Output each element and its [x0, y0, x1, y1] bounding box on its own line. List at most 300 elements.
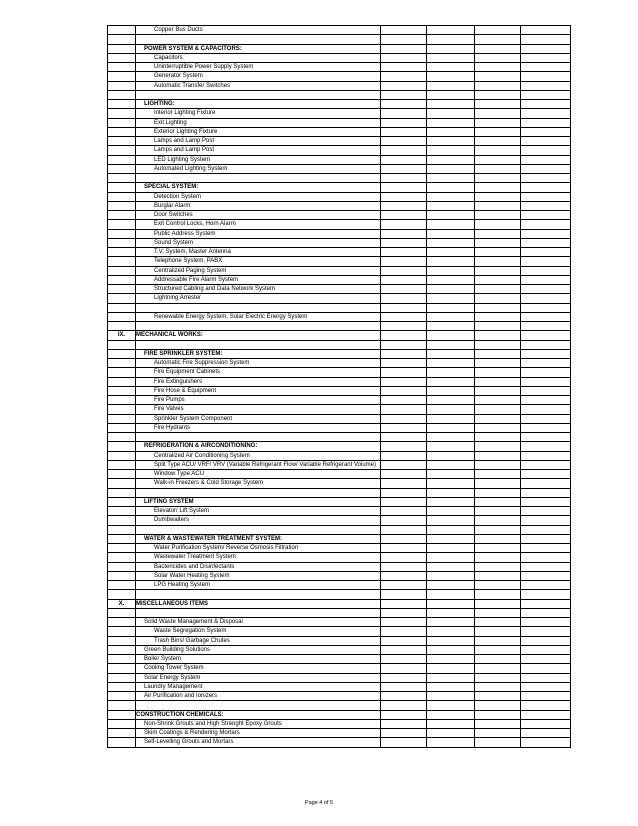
table-row	[108, 618, 571, 627]
blank-entry-cell	[381, 118, 427, 127]
item-number-cell	[108, 710, 136, 719]
blank-entry-cell	[427, 201, 475, 210]
blank-entry-cell	[475, 729, 521, 738]
item-number-cell	[108, 155, 136, 164]
blank-entry-cell	[475, 497, 521, 506]
blank-entry-cell	[475, 285, 521, 294]
blank-entry-cell	[475, 266, 521, 275]
blank-entry-cell	[475, 719, 521, 728]
item-description-cell: Generator System	[136, 72, 381, 81]
table-row	[108, 137, 571, 146]
item-description-cell: Boiler System	[136, 655, 381, 664]
blank-entry-cell	[521, 100, 571, 109]
item-number-cell	[108, 470, 136, 479]
item-number-cell	[108, 386, 136, 395]
table-row	[108, 192, 571, 201]
blank-entry-cell	[427, 738, 475, 747]
table-row	[108, 257, 571, 266]
item-number-cell	[108, 433, 136, 442]
blank-entry-cell	[381, 368, 427, 377]
blank-entry-cell	[381, 479, 427, 488]
blank-entry-cell	[475, 581, 521, 590]
blank-entry-cell	[521, 479, 571, 488]
blank-entry-cell	[381, 655, 427, 664]
blank-entry-cell	[475, 340, 521, 349]
blank-entry-cell	[521, 460, 571, 469]
item-description-cell: Exit Lighting	[136, 118, 381, 127]
table-row	[108, 636, 571, 645]
blank-entry-cell	[427, 63, 475, 72]
item-description-cell: Automatic Fire Suppression System	[136, 359, 381, 368]
blank-entry-cell	[475, 692, 521, 701]
blank-entry-cell	[521, 248, 571, 257]
checklist-table-body	[108, 26, 571, 748]
blank-entry-cell	[521, 525, 571, 534]
table-row	[108, 599, 571, 608]
blank-entry-cell	[381, 516, 427, 525]
item-number-cell	[108, 451, 136, 460]
blank-entry-cell	[381, 377, 427, 386]
table-row	[108, 100, 571, 109]
table-row	[108, 460, 571, 469]
blank-entry-cell	[381, 312, 427, 321]
blank-entry-cell	[427, 118, 475, 127]
blank-entry-cell	[381, 220, 427, 229]
blank-entry-cell	[521, 701, 571, 710]
blank-entry-cell	[427, 137, 475, 146]
blank-entry-cell	[475, 655, 521, 664]
blank-entry-cell	[475, 118, 521, 127]
blank-entry-cell	[381, 183, 427, 192]
table-row	[108, 164, 571, 173]
item-number-cell	[108, 738, 136, 747]
blank-entry-cell	[427, 729, 475, 738]
blank-entry-cell	[521, 581, 571, 590]
item-number-cell	[108, 63, 136, 72]
blank-entry-cell	[427, 238, 475, 247]
table-row	[108, 581, 571, 590]
blank-entry-cell	[475, 26, 521, 35]
blank-entry-cell	[521, 63, 571, 72]
blank-entry-cell	[381, 396, 427, 405]
blank-entry-cell	[427, 164, 475, 173]
blank-entry-cell	[475, 507, 521, 516]
item-description-cell	[136, 525, 381, 534]
item-description-cell	[136, 340, 381, 349]
blank-entry-cell	[475, 442, 521, 451]
item-number-cell	[108, 285, 136, 294]
table-row	[108, 377, 571, 386]
blank-entry-cell	[427, 349, 475, 358]
item-description-cell: Interior Lighting Fixture	[136, 109, 381, 118]
blank-entry-cell	[475, 127, 521, 136]
blank-entry-cell	[475, 525, 521, 534]
blank-entry-cell	[521, 44, 571, 53]
blank-entry-cell	[475, 460, 521, 469]
blank-entry-cell	[427, 211, 475, 220]
item-number-cell	[108, 137, 136, 146]
blank-entry-cell	[381, 53, 427, 62]
item-number-cell	[108, 516, 136, 525]
blank-entry-cell	[381, 664, 427, 673]
item-number-cell	[108, 146, 136, 155]
blank-entry-cell	[475, 423, 521, 432]
blank-entry-cell	[521, 497, 571, 506]
blank-entry-cell	[475, 553, 521, 562]
item-description-cell	[136, 701, 381, 710]
blank-entry-cell	[521, 368, 571, 377]
blank-entry-cell	[475, 562, 521, 571]
blank-entry-cell	[381, 201, 427, 210]
blank-entry-cell	[521, 127, 571, 136]
table-row	[108, 627, 571, 636]
table-row	[108, 238, 571, 247]
table-row	[108, 127, 571, 136]
table-row	[108, 442, 571, 451]
item-description-cell: Walk-in Freezers & Cold Storage System	[136, 479, 381, 488]
item-description-cell: Solid Waste Management & Disposal	[136, 618, 381, 627]
blank-entry-cell	[475, 488, 521, 497]
blank-entry-cell	[381, 608, 427, 617]
blank-entry-cell	[427, 183, 475, 192]
blank-entry-cell	[427, 257, 475, 266]
table-row	[108, 396, 571, 405]
blank-entry-cell	[381, 710, 427, 719]
table-row	[108, 507, 571, 516]
table-row	[108, 26, 571, 35]
blank-entry-cell	[475, 294, 521, 303]
blank-entry-cell	[427, 377, 475, 386]
item-number-cell	[108, 100, 136, 109]
table-row	[108, 155, 571, 164]
table-row	[108, 201, 571, 210]
blank-entry-cell	[427, 90, 475, 99]
blank-entry-cell	[427, 44, 475, 53]
blank-entry-cell	[521, 516, 571, 525]
blank-entry-cell	[475, 627, 521, 636]
table-row	[108, 118, 571, 127]
blank-entry-cell	[521, 377, 571, 386]
item-number-cell: IX.	[108, 331, 136, 340]
blank-entry-cell	[521, 72, 571, 81]
table-row	[108, 710, 571, 719]
blank-entry-cell	[427, 719, 475, 728]
item-number-cell	[108, 414, 136, 423]
blank-entry-cell	[381, 544, 427, 553]
table-row	[108, 349, 571, 358]
blank-entry-cell	[521, 645, 571, 654]
item-description-cell: Air Purification and Ionizers	[136, 692, 381, 701]
blank-entry-cell	[521, 266, 571, 275]
table-row	[108, 312, 571, 321]
blank-entry-cell	[475, 571, 521, 580]
blank-entry-cell	[427, 497, 475, 506]
item-description-cell: Fire Hydrants	[136, 423, 381, 432]
blank-entry-cell	[381, 349, 427, 358]
table-row	[108, 655, 571, 664]
table-row	[108, 53, 571, 62]
blank-entry-cell	[475, 349, 521, 358]
blank-entry-cell	[381, 238, 427, 247]
blank-entry-cell	[427, 331, 475, 340]
table-row	[108, 146, 571, 155]
item-number-cell	[108, 192, 136, 201]
blank-entry-cell	[475, 534, 521, 543]
item-number-cell	[108, 303, 136, 312]
blank-entry-cell	[427, 386, 475, 395]
item-description-cell: Cooling Tower System	[136, 664, 381, 673]
blank-entry-cell	[427, 710, 475, 719]
blank-entry-cell	[475, 35, 521, 44]
blank-entry-cell	[521, 692, 571, 701]
blank-entry-cell	[427, 655, 475, 664]
blank-entry-cell	[427, 26, 475, 35]
blank-entry-cell	[427, 414, 475, 423]
blank-entry-cell	[521, 534, 571, 543]
item-description-cell: LED Lighting System	[136, 155, 381, 164]
blank-entry-cell	[521, 285, 571, 294]
blank-entry-cell	[475, 229, 521, 238]
blank-entry-cell	[381, 146, 427, 155]
section-heading-cell: LIFTING SYSTEM	[136, 497, 381, 506]
blank-entry-cell	[521, 294, 571, 303]
table-row	[108, 294, 571, 303]
blank-entry-cell	[427, 673, 475, 682]
blank-entry-cell	[381, 599, 427, 608]
item-number-cell	[108, 627, 136, 636]
item-description-cell: Sound System	[136, 238, 381, 247]
blank-entry-cell	[427, 81, 475, 90]
blank-entry-cell	[475, 479, 521, 488]
blank-entry-cell	[475, 146, 521, 155]
blank-entry-cell	[381, 581, 427, 590]
section-heading-cell: FIRE SPRINKLER SYSTEM:	[136, 349, 381, 358]
blank-entry-cell	[381, 359, 427, 368]
blank-entry-cell	[381, 72, 427, 81]
blank-entry-cell	[475, 81, 521, 90]
item-description-cell: Renewable Energy System, Solar Electric Energy System	[136, 312, 381, 321]
blank-entry-cell	[521, 109, 571, 118]
table-row	[108, 682, 571, 691]
item-number-cell	[108, 340, 136, 349]
blank-entry-cell	[475, 405, 521, 414]
item-number-cell	[108, 322, 136, 331]
table-row	[108, 35, 571, 44]
table-row	[108, 433, 571, 442]
table-row	[108, 81, 571, 90]
item-number-cell	[108, 312, 136, 321]
blank-entry-cell	[475, 590, 521, 599]
blank-entry-cell	[521, 590, 571, 599]
blank-entry-cell	[427, 174, 475, 183]
item-number-cell	[108, 729, 136, 738]
item-number-cell	[108, 359, 136, 368]
blank-entry-cell	[381, 127, 427, 136]
item-description-cell: Fire Extinguishers	[136, 377, 381, 386]
blank-entry-cell	[381, 590, 427, 599]
table-row	[108, 174, 571, 183]
blank-entry-cell	[427, 312, 475, 321]
blank-entry-cell	[475, 710, 521, 719]
blank-entry-cell	[427, 701, 475, 710]
blank-entry-cell	[475, 100, 521, 109]
blank-entry-cell	[427, 396, 475, 405]
item-number-cell	[108, 396, 136, 405]
blank-entry-cell	[381, 534, 427, 543]
blank-entry-cell	[427, 433, 475, 442]
item-description-cell: Lightning Arrester	[136, 294, 381, 303]
blank-entry-cell	[521, 26, 571, 35]
item-number-cell	[108, 581, 136, 590]
section-heading-cell: LIGHTING:	[136, 100, 381, 109]
item-number-cell	[108, 507, 136, 516]
blank-entry-cell	[521, 53, 571, 62]
item-description-cell: Structured Cabling and Data Network System	[136, 285, 381, 294]
item-number-cell	[108, 377, 136, 386]
blank-entry-cell	[381, 100, 427, 109]
item-description-cell	[136, 35, 381, 44]
item-description-cell: LPG Heating System	[136, 581, 381, 590]
item-description-cell: Fire Equipment Cabinets	[136, 368, 381, 377]
table-row	[108, 229, 571, 238]
blank-entry-cell	[475, 470, 521, 479]
blank-entry-cell	[427, 442, 475, 451]
blank-entry-cell	[381, 35, 427, 44]
item-number-cell	[108, 645, 136, 654]
item-number-cell	[108, 174, 136, 183]
blank-entry-cell	[381, 692, 427, 701]
blank-entry-cell	[427, 525, 475, 534]
blank-entry-cell	[381, 682, 427, 691]
blank-entry-cell	[521, 414, 571, 423]
blank-entry-cell	[521, 544, 571, 553]
table-row	[108, 322, 571, 331]
section-heading-cell: REFRIGERATION & AIRCONDITIONING:	[136, 442, 381, 451]
blank-entry-cell	[427, 460, 475, 469]
item-description-cell: Public Address System	[136, 229, 381, 238]
blank-entry-cell	[475, 368, 521, 377]
blank-entry-cell	[521, 729, 571, 738]
item-description-cell: Solar Water Heating System	[136, 571, 381, 580]
item-number-cell	[108, 664, 136, 673]
item-number-cell	[108, 442, 136, 451]
blank-entry-cell	[475, 248, 521, 257]
blank-entry-cell	[475, 396, 521, 405]
blank-entry-cell	[521, 81, 571, 90]
blank-entry-cell	[427, 664, 475, 673]
blank-entry-cell	[475, 183, 521, 192]
blank-entry-cell	[427, 451, 475, 460]
item-description-cell: Wastewater Treatment System	[136, 553, 381, 562]
table-row	[108, 488, 571, 497]
item-number-cell	[108, 608, 136, 617]
item-description-cell: Burglar Alarm	[136, 201, 381, 210]
blank-entry-cell	[521, 682, 571, 691]
blank-entry-cell	[427, 192, 475, 201]
item-description-cell: Exit Control Locks, Horn Alarm	[136, 220, 381, 229]
blank-entry-cell	[521, 442, 571, 451]
table-row	[108, 479, 571, 488]
blank-entry-cell	[381, 257, 427, 266]
table-row	[108, 673, 571, 682]
item-number-cell	[108, 497, 136, 506]
item-number-cell	[108, 562, 136, 571]
item-number-cell	[108, 590, 136, 599]
blank-entry-cell	[475, 72, 521, 81]
blank-entry-cell	[521, 719, 571, 728]
blank-entry-cell	[521, 303, 571, 312]
blank-entry-cell	[381, 26, 427, 35]
table-row	[108, 692, 571, 701]
page-footer	[0, 800, 638, 806]
blank-entry-cell	[381, 627, 427, 636]
blank-entry-cell	[427, 35, 475, 44]
item-number-cell	[108, 544, 136, 553]
table-row	[108, 645, 571, 654]
item-description-cell: Water Purification System/ Reverse Osmosis Filtration	[136, 544, 381, 553]
table-row	[108, 729, 571, 738]
blank-entry-cell	[475, 109, 521, 118]
blank-entry-cell	[521, 405, 571, 414]
item-description-cell: Lamps and Lamp Post	[136, 137, 381, 146]
blank-entry-cell	[427, 488, 475, 497]
blank-entry-cell	[427, 636, 475, 645]
blank-entry-cell	[521, 386, 571, 395]
blank-entry-cell	[521, 636, 571, 645]
table-row	[108, 109, 571, 118]
blank-entry-cell	[381, 729, 427, 738]
item-description-cell: Non-Shrink Grouts and High Strenght Epoxy Grouts	[136, 719, 381, 728]
item-description-cell: Detection System	[136, 192, 381, 201]
blank-entry-cell	[521, 146, 571, 155]
table-row	[108, 303, 571, 312]
blank-entry-cell	[427, 590, 475, 599]
blank-entry-cell	[427, 645, 475, 654]
blank-entry-cell	[381, 571, 427, 580]
blank-entry-cell	[381, 303, 427, 312]
blank-entry-cell	[381, 386, 427, 395]
blank-entry-cell	[381, 405, 427, 414]
blank-entry-cell	[521, 571, 571, 580]
item-description-cell: Sprinkler System Component	[136, 414, 381, 423]
blank-entry-cell	[521, 201, 571, 210]
item-number-cell	[108, 44, 136, 53]
blank-entry-cell	[475, 377, 521, 386]
blank-entry-cell	[475, 312, 521, 321]
blank-entry-cell	[521, 340, 571, 349]
table-row	[108, 359, 571, 368]
blank-entry-cell	[381, 266, 427, 275]
item-description-cell	[136, 322, 381, 331]
blank-entry-cell	[381, 109, 427, 118]
item-description-cell: Window Type ACU	[136, 470, 381, 479]
blank-entry-cell	[427, 266, 475, 275]
blank-entry-cell	[475, 53, 521, 62]
item-number-cell	[108, 201, 136, 210]
blank-entry-cell	[427, 470, 475, 479]
blank-entry-cell	[475, 192, 521, 201]
item-description-cell: Centralized Paging System	[136, 266, 381, 275]
blank-entry-cell	[521, 470, 571, 479]
item-description-cell: Solar Energy System	[136, 673, 381, 682]
blank-entry-cell	[475, 701, 521, 710]
table-row	[108, 90, 571, 99]
table-row	[108, 340, 571, 349]
item-number-cell	[108, 26, 136, 35]
item-number-cell	[108, 109, 136, 118]
section-heading-cell: CONSTRUCTION CHEMICALS:	[136, 710, 381, 719]
blank-entry-cell	[475, 738, 521, 747]
